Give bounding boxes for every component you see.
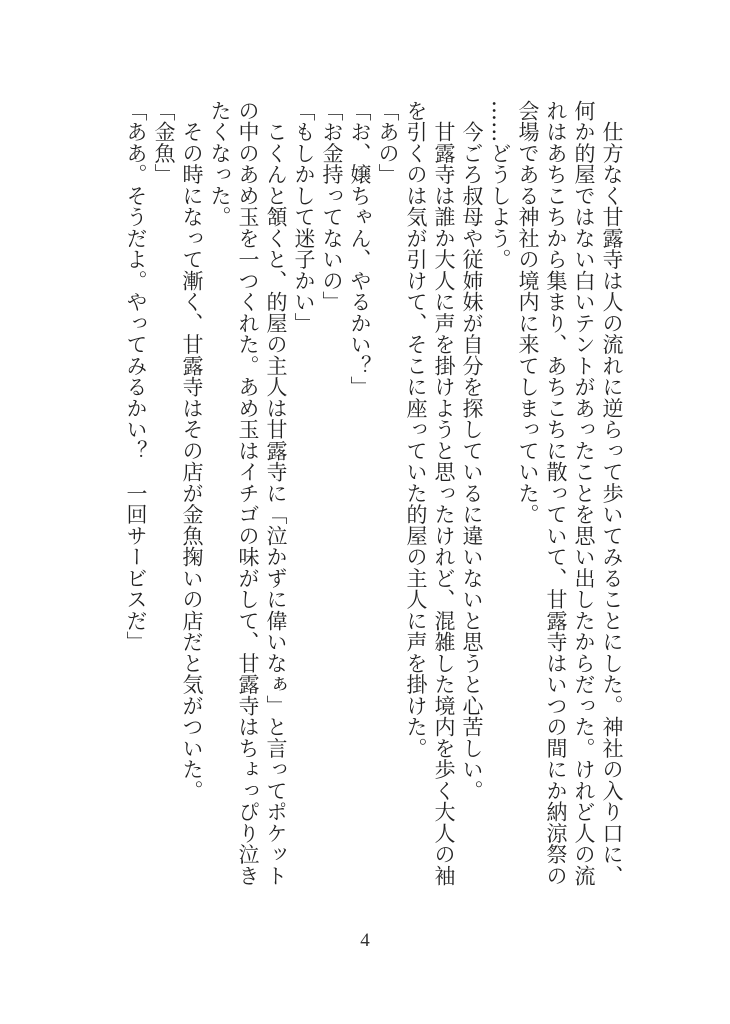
dialogue-line: 「金魚」 [152, 100, 176, 185]
text-line: 会場である神社の境内に来てしまっていた。 [516, 100, 540, 525]
text-line: れはあちこちから集まり、あちこちに散っていて、甘露寺はいつの間にか納涼祭の [544, 100, 568, 887]
text-line: の中のあめ玉を一つくれた。あめ玉はイチゴの味がして、甘露寺はちょっぴり泣き [236, 100, 260, 887]
text-line: を引くのは気が引けて、そこに座っていた的屋の主人に声を掛けた。 [404, 100, 428, 759]
vertical-body-text [122, 100, 626, 900]
text-line: 何か的屋ではない白いテントがあったことを思い出したからだった。けれど人の流 [572, 100, 596, 887]
text-line: 仕方なく甘露寺は人の流れに逆らって歩いてみることにした。神社の入り口に、 [600, 100, 624, 887]
text-line: ……どうしよう。 [488, 100, 512, 270]
dialogue-line: 「もしかして迷子かい」 [292, 100, 316, 334]
text-line: 甘露寺は誰か大人に声を掛けようと思ったけれど、混雑した境内を歩く大人の袖 [432, 100, 456, 887]
page-number: 4 [360, 930, 370, 951]
dialogue-line: 「お金持ってないの」 [320, 100, 344, 313]
dialogue-line: 「お、嬢ちゃん、やるかい？」 [348, 100, 372, 398]
text-line: たくなった。 [208, 100, 232, 228]
text-line: こくんと頷くと、的屋の主人は甘露寺に「泣かずに偉いなぁ」と言ってポケット [264, 100, 288, 887]
text-line: 今ごろ叔母や従姉妹が自分を探しているに違いないと思うと心苦しい。 [460, 100, 484, 802]
dialogue-line: 「あの」 [376, 100, 400, 185]
dialogue-line: 「ああ。そうだよ。やってみるかい？ 一回サービスだ」 [124, 100, 148, 653]
text-line: その時になって漸く、甘露寺はその店が金魚掬いの店だと気がついた。 [180, 100, 204, 802]
